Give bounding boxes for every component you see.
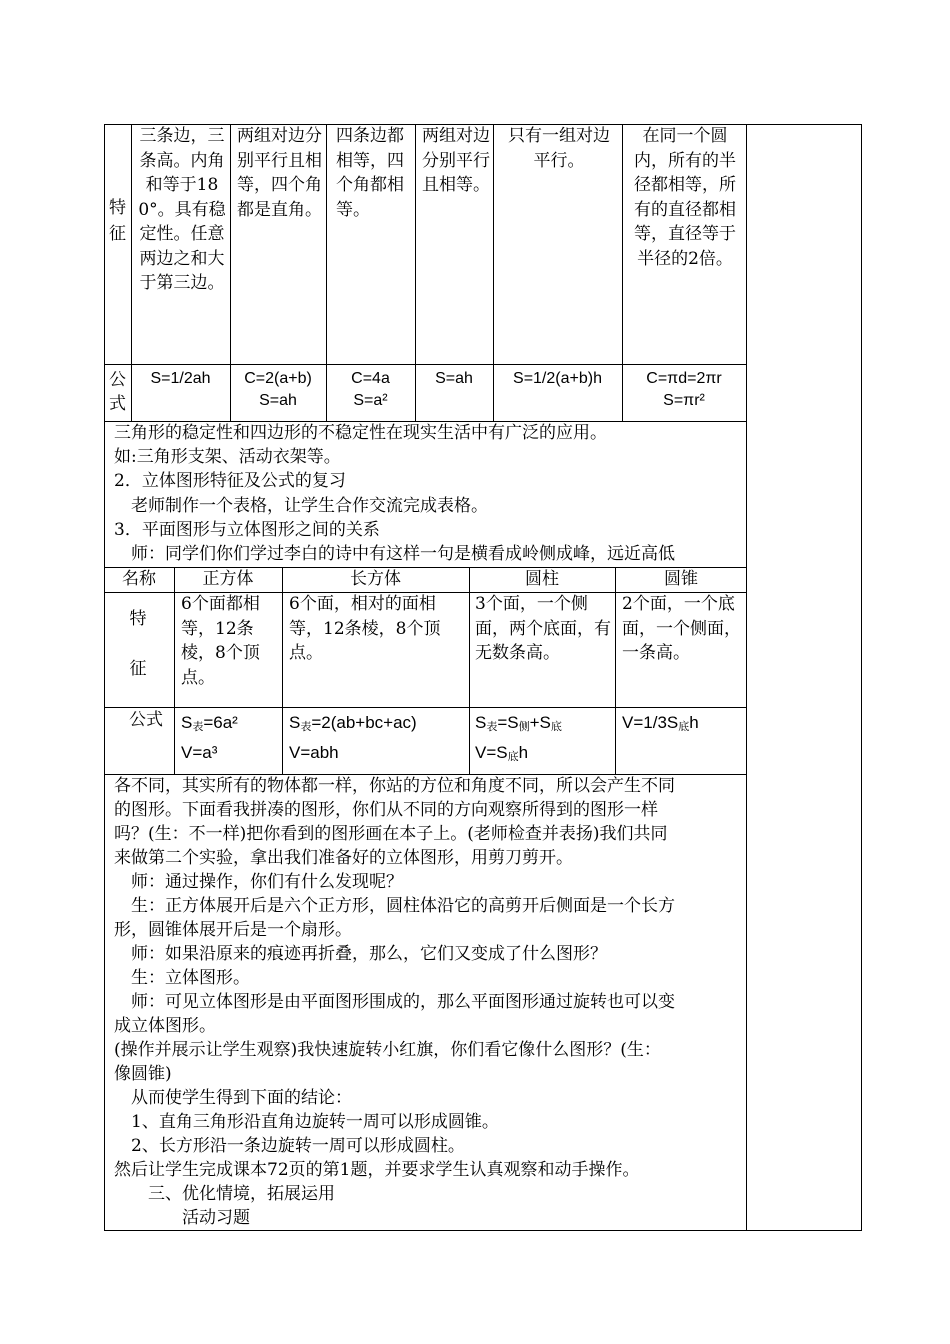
formula-line <box>289 710 469 740</box>
formula-part: +S <box>529 713 551 732</box>
solid-formula-cone <box>622 710 746 740</box>
plane-formula-label: 公式 <box>109 370 126 414</box>
solid-col-line <box>282 567 283 775</box>
formula-part: S <box>475 713 487 732</box>
formula-part: =2(ab+bc+ac) <box>311 713 417 732</box>
paragraph: 各不同，其实所有的物体都一样，你站的方位和角度不同，所以会产生不同 <box>114 776 675 796</box>
paragraph: 从而使学生得到下面的结论： <box>114 1088 352 1108</box>
solid-row-line <box>104 707 747 708</box>
solid-feature-cone: 2个面，一个底面，一个侧面，一条高。 <box>622 594 741 663</box>
paragraph: 的图形。下面看我拼凑的图形，你们从不同的方向观察所得到的图形一样 <box>114 800 658 820</box>
solid-col-line <box>615 567 616 775</box>
plane-feature-label-text: 特征 <box>109 198 126 244</box>
solid-formula-label: 公式 <box>129 710 163 730</box>
solid-formula-cube <box>181 710 281 766</box>
paragraph: 生：正方体展开后是六个正方形，圆柱体沿它的高剪开后侧面是一个长方 <box>114 896 675 916</box>
paragraph: 3．平面图形与立体图形之间的关系 <box>114 520 380 540</box>
solid-formula-cuboid <box>289 710 469 766</box>
formula-line: C=2(a+b) <box>244 370 312 387</box>
solid-header-cube: 正方体 <box>202 569 254 589</box>
formula-line <box>475 740 615 770</box>
formula-part: S <box>289 713 301 732</box>
plane-feature-parallelogram: 两组对边分别平行且相等。 <box>422 126 490 195</box>
paragraph: 三、优化情境，拓展运用 <box>114 1184 335 1204</box>
plane-formula-trapezoid <box>493 368 622 390</box>
paragraph: 像圆锥) <box>114 1064 172 1084</box>
paragraph: (操作并展示让学生观察)我快速旋转小红旗，你们看它像什么图形？(生： <box>114 1040 661 1060</box>
solid-header-cylinder: 圆柱 <box>525 569 559 589</box>
solid-feature-cylinder: 3个面，一个侧面，两个底面，有无数条高。 <box>475 594 611 663</box>
paragraph: 师：通过操作，你们有什么发现呢？ <box>114 872 403 892</box>
formula-part: h <box>689 713 699 732</box>
solid-feature-cuboid: 6个面，相对的面相等，12条棱，8个顶点。 <box>289 594 441 663</box>
plane-feature-square: 四条边都相等，四个角都相等。 <box>336 126 404 220</box>
formula-part: h <box>518 743 529 762</box>
paragraph: 活动习题 <box>114 1208 250 1228</box>
formula-line: S=ah <box>435 370 473 387</box>
plane-formula-parallelogram <box>415 368 493 390</box>
formula-line <box>622 710 746 740</box>
solid-col-line <box>469 567 470 775</box>
solid-header-cone: 圆锥 <box>664 569 698 589</box>
formula-line: S=πr² <box>663 392 705 409</box>
paragraph: 师：同学们你们学过李白的诗中有这样一句是横看成岭侧成峰，远近高低 <box>114 544 675 564</box>
plane-formula-square <box>326 368 415 412</box>
paragraph: 来做第二个实验，拿出我们准备好的立体图形，用剪刀剪开。 <box>114 848 573 868</box>
paragraph: 2、长方形沿一条边旋转一周可以形成圆柱。 <box>114 1136 465 1156</box>
paragraph: 师：可见立体图形是由平面图形围成的，那么平面图形通过旋转也可以变 <box>114 992 675 1012</box>
plane-row-line <box>104 364 746 365</box>
solid-header-name: 名称 <box>122 569 156 589</box>
plane-formula-rectangle <box>230 368 326 412</box>
formula-line: C=4a <box>351 370 390 387</box>
formula-line: V=a³ <box>181 743 218 762</box>
formula-line: S=ah <box>259 392 297 409</box>
formula-subscript: 表 <box>192 721 204 733</box>
paragraph: 成立体图形。 <box>114 1016 216 1036</box>
paragraph: 然后让学生完成课本72页的第1题，并要求学生认真观察和动手操作。 <box>114 1160 640 1180</box>
formula-line: S=1/2(a+b)h <box>513 370 602 387</box>
paragraph: 吗？(生：不一样)把你看到的图形画在本子上。(老师检查并表扬)我们共同 <box>114 824 668 844</box>
formula-line: S=a² <box>353 392 388 409</box>
solid-col-line <box>174 567 175 775</box>
paragraph: 三角形的稳定性和四边形的不稳定性在现实生活中有广泛的应用。 <box>114 423 607 443</box>
solid-feature-cube: 6个面都相等，12条棱，8个顶点。 <box>181 594 260 688</box>
formula-part: V=1/3S <box>622 713 679 732</box>
plane-feature-triangle: 三条边，三条高。内角和等于180°。具有稳定性。任意两边之和大于第三边。 <box>138 126 226 293</box>
formula-subscript: 底 <box>550 721 562 733</box>
paragraph: 老师制作一个表格，让学生合作交流完成表格。 <box>114 496 488 516</box>
formula-subscript: 底 <box>678 721 690 733</box>
formula-part: S <box>181 713 193 732</box>
plane-feature-circle: 在同一个圆内，所有的半径都相等，所有的直径都相等，直径等于半径的2倍。 <box>634 126 736 269</box>
plane-formula-triangle <box>131 368 230 390</box>
formula-part: =6a² <box>203 713 238 732</box>
paragraph: 师：如果沿原来的痕迹再折叠，那么，它们又变成了什么图形？ <box>114 944 607 964</box>
formula-line: S=1/2ah <box>150 370 211 387</box>
paragraph: 1、直角三角形沿直角边旋转一周可以形成圆锥。 <box>114 1112 499 1132</box>
solid-feature-label: 特征 <box>129 609 147 679</box>
paragraph: 形，圆锥体展开后是一个扇形。 <box>114 920 352 940</box>
formula-subscript: 表 <box>300 721 312 733</box>
plane-feature-rectangle: 两组对边分别平行且相等，四个角都是直角。 <box>237 126 322 220</box>
formula-line <box>181 710 281 740</box>
formula-subscript: 侧 <box>518 721 530 733</box>
formula-part: =S <box>497 713 519 732</box>
plane-feature-label <box>104 195 131 247</box>
paragraph: 生：立体图形。 <box>114 968 250 988</box>
solid-formula-cylinder <box>475 710 615 770</box>
formula-line: V=abh <box>289 743 339 762</box>
formula-line <box>475 710 615 740</box>
paragraph: 2．立体图形特征及公式的复习 <box>114 471 346 491</box>
formula-part: V=S <box>475 743 508 762</box>
plane-feature-trapezoid: 只有一组对边平行。 <box>508 126 610 171</box>
formula-subscript: 底 <box>507 751 519 763</box>
formula-line: C=πd=2πr <box>646 370 722 387</box>
plane-formula-circle <box>622 368 746 412</box>
formula-subscript: 表 <box>486 721 498 733</box>
solid-header-cuboid: 长方体 <box>350 569 401 589</box>
paragraph: 如:三角形支架、活动衣架等。 <box>114 447 341 467</box>
